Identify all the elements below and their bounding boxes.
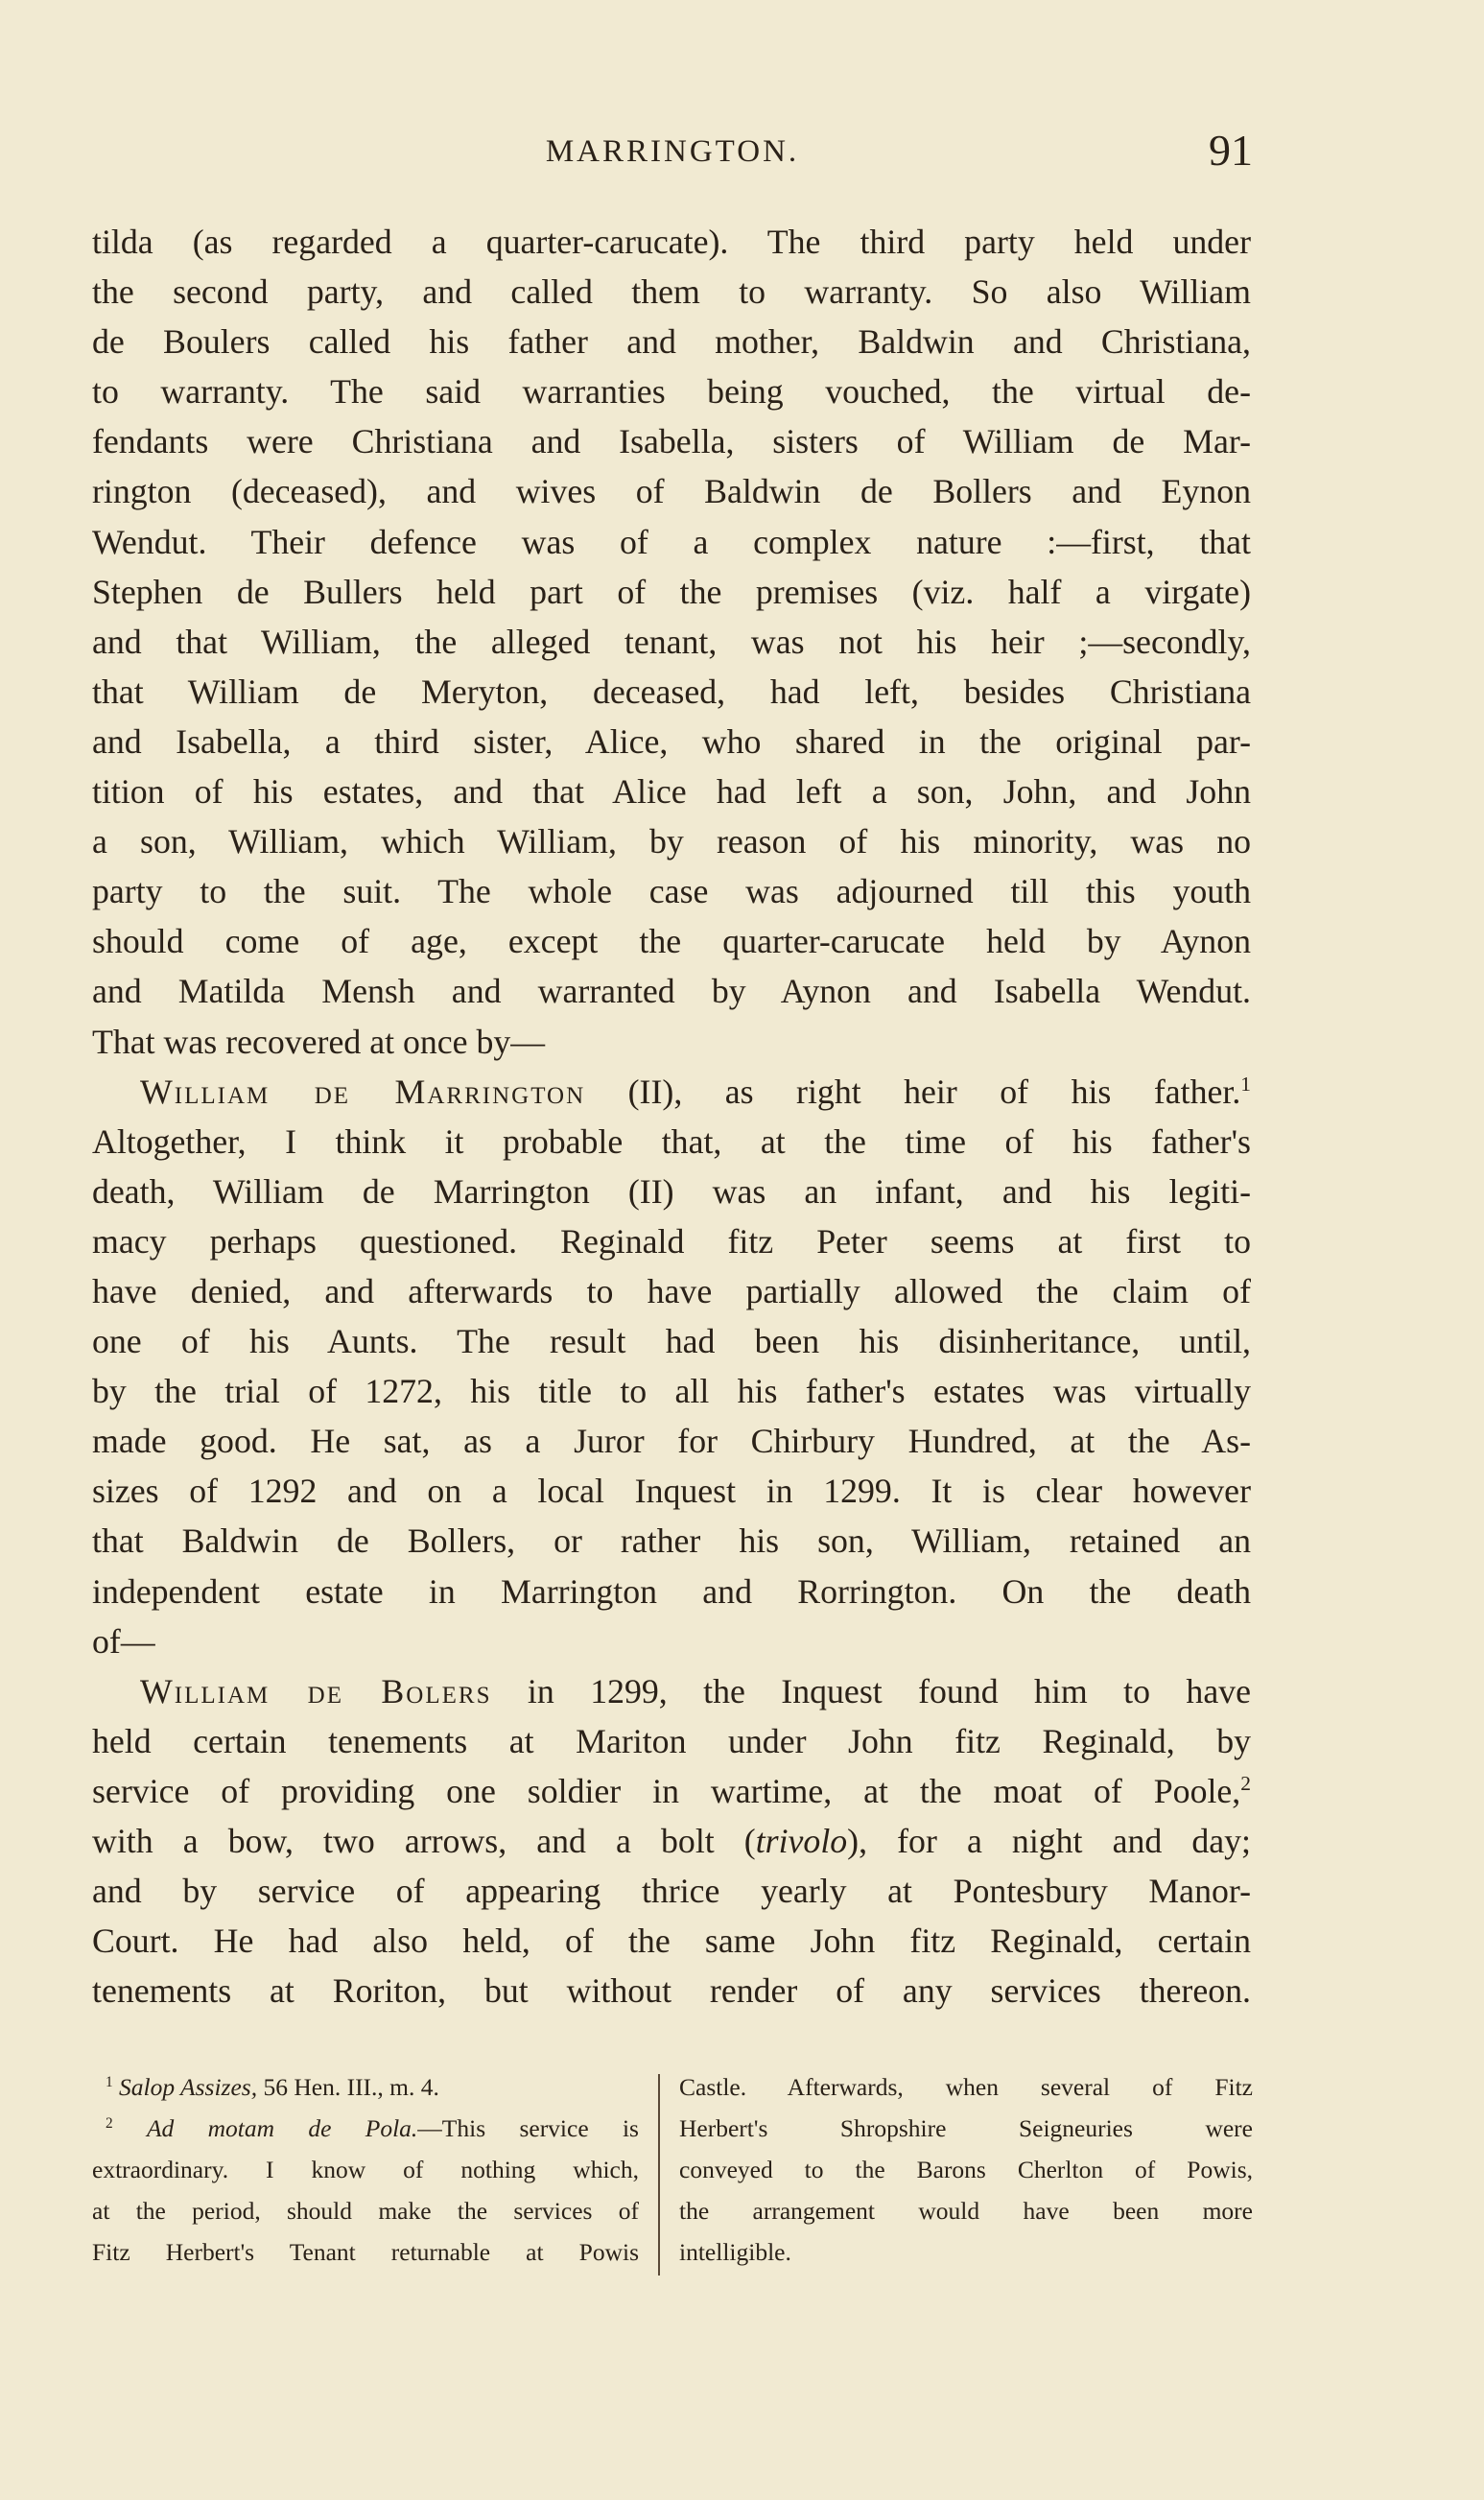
text-line: a son, William, which William, by reason of his minority, was no [92, 822, 1251, 861]
text-line: tition of his estates, and that Alice had left a son, John, and John [92, 772, 1251, 812]
paragraph-start [92, 1067, 1251, 1117]
footnote-ref: 2 [1240, 1772, 1251, 1796]
text-span: service of providing one soldier in wartime, at the moat of Poole, [92, 1771, 1241, 1810]
footnotes-left-column [92, 2066, 639, 2273]
footnote-2 [92, 2108, 639, 2149]
footnote-line: at the period, should make the services of [92, 2197, 639, 2225]
text-line: and that William, the alleged tenant, was not his heir ;—secondly, [92, 622, 1251, 661]
footnote-marker: 2 [106, 2114, 113, 2132]
footnote-1 [92, 2066, 639, 2108]
text-line: have denied, and afterwards to have partially allowed the claim of [92, 1271, 1251, 1310]
footnote-text: —This service is [417, 2114, 639, 2142]
text-line: Court. He had also held, of the same John fitz Reginald, certain [92, 1922, 1251, 1961]
text-span: in 1299, the Inquest found him to have [527, 1671, 1251, 1710]
text-line: and Matilda Mensh and warranted by Aynon and Isabella Wendut. [92, 972, 1251, 1011]
text-line: Altogether, I think it probable that, at the time of his father's [92, 1121, 1251, 1161]
text-line: made good. He sat, as a Juror for Chirbury Hundred, at the As- [92, 1422, 1251, 1461]
text-line: Wendut. Their defence was of a complex nature :—first, that [92, 522, 1251, 561]
text-line: of— [92, 1621, 155, 1661]
text-line: tenements at Roriton, but without render of any services thereon. [92, 1971, 1251, 2011]
text-line: de Boulers called his father and mother, Baldwin and Christiana, [92, 322, 1251, 362]
text-line: fendants were Christiana and Isabella, sisters of William de Mar- [92, 422, 1251, 461]
paragraph-start [92, 1666, 1251, 1716]
text-line: the second party, and called them to warranty. So also William [92, 272, 1251, 312]
footnote-line: the arrangement would have been more [679, 2197, 1253, 2225]
person-name: William de Bolers [140, 1671, 492, 1710]
footnote-source: Ad motam de Pola. [146, 2114, 418, 2142]
text-line: and by service of appearing thrice yearly at Pontesbury Manor- [92, 1872, 1251, 1911]
footnote-marker: 1 [106, 2073, 113, 2090]
footnote-text: 56 Hen. III., m. 4. [257, 2073, 439, 2101]
text-line: That was recovered at once by— [92, 1022, 546, 1061]
footnote-line: intelligible. [679, 2238, 791, 2266]
text-line: one of his Aunts. The result had been his disinheritance, until, [92, 1322, 1251, 1361]
text-line: Stephen de Bullers held part of the premises (viz. half a virgate) [92, 572, 1251, 611]
text-line: held certain tenements at Mariton under John fitz Reginald, by [92, 1721, 1251, 1760]
text-line [92, 1766, 1251, 1816]
footnote-ref: 1 [1240, 1072, 1251, 1096]
footnotes [92, 2066, 1253, 2277]
text-line: and Isabella, a third sister, Alice, who shared in the original par- [92, 721, 1251, 761]
footnote-line: extraordinary. I know of nothing which, [92, 2156, 639, 2183]
footnote-line: Fitz Herbert's Tenant returnable at Powis [92, 2238, 639, 2266]
text-line: rington (deceased), and wives of Baldwin de Bollers and Eynon [92, 472, 1251, 511]
text-line: macy perhaps questioned. Reginald fitz Peter seems at first to [92, 1221, 1251, 1261]
footnote-source: Salop Assizes, [119, 2073, 258, 2101]
running-head [92, 125, 1253, 182]
person-name: William de Marrington [140, 1072, 586, 1111]
body-text [92, 217, 1251, 2016]
page-number: 91 [1209, 126, 1253, 175]
footnote-line: Herbert's Shropshire Seigneuries were [679, 2114, 1253, 2142]
text-span: (II), as right heir of his father. [627, 1072, 1241, 1111]
text-span: with a bow, two arrows, and a bolt ( [92, 1822, 756, 1860]
text-line: party to the suit. The whole case was adjourned till this youth [92, 872, 1251, 911]
text-line: by the trial of 1272, his title to all his father's estates was virtually [92, 1372, 1251, 1411]
text-line: that Baldwin de Bollers, or rather his son, William, retained an [92, 1521, 1251, 1561]
text-line: independent estate in Marrington and Rorrington. On the death [92, 1571, 1251, 1611]
text-line: that William de Meryton, deceased, had left, besides Christiana [92, 672, 1251, 711]
text-line: death, William de Marrington (II) was an infant, and his legiti- [92, 1171, 1251, 1211]
text-span: ), for a night and day; [847, 1822, 1251, 1860]
text-line: tilda (as regarded a quarter-carucate). The third party held under [92, 223, 1251, 261]
footnote-line: conveyed to the Barons Cherlton of Powis, [679, 2156, 1253, 2183]
italic-term: trivolo [755, 1822, 848, 1860]
text-line [92, 1816, 1251, 1866]
column-divider [658, 2074, 660, 2276]
footnotes-right-column [679, 2066, 1253, 2273]
text-line: sizes of 1292 and on a local Inquest in 1299. It is clear however [92, 1472, 1251, 1511]
text-line: should come of age, except the quarter-carucate held by Aynon [92, 922, 1251, 961]
text-line: to warranty. The said warranties being vouched, the virtual de- [92, 372, 1251, 412]
running-title: MARRINGTON. [545, 134, 800, 169]
footnote-line: Castle. Afterwards, when several of Fitz [679, 2073, 1253, 2101]
